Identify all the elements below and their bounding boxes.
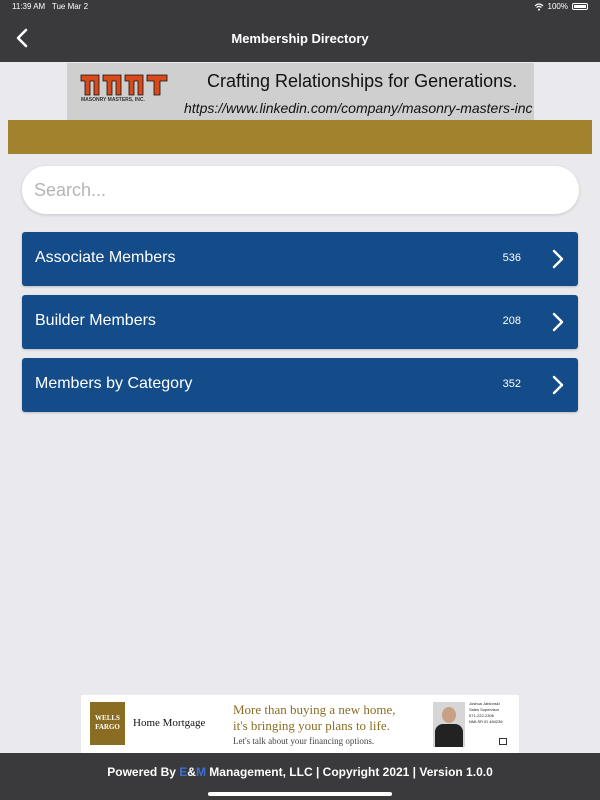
page-title: Membership Directory	[231, 31, 369, 46]
powered-by-text: Powered By E&M Management, LLC | Copyright 2021 | Version 1.0.0	[107, 765, 493, 779]
directory-item-associate-members[interactable]	[22, 232, 578, 286]
agent-photo	[433, 702, 465, 747]
status-bar	[0, 0, 600, 14]
directory-item-label: Members by Category	[35, 375, 193, 392]
ad-headline-line1: More than buying a new home,	[233, 702, 396, 717]
advertisement-banner[interactable]	[81, 695, 519, 753]
ad-subline: Let's talk about your financing options.	[233, 736, 375, 746]
chevron-right-icon	[548, 246, 568, 272]
status-date: Tue Mar 2	[51, 2, 89, 11]
banner-url[interactable]: https://www.linkedin.com/company/masonry-masters-inc	[184, 100, 533, 116]
chevron-right-icon	[548, 372, 568, 398]
directory-item-count: 352	[502, 378, 521, 390]
ad-headline-line2: it's bringing your plans to life.	[233, 718, 390, 733]
battery-icon	[572, 3, 588, 10]
banner-tagline: Crafting Relationships for Generations.	[207, 71, 518, 91]
accent-bar	[8, 120, 592, 154]
battery-percent: 100%	[547, 2, 568, 11]
directory-item-builder-members[interactable]	[22, 295, 578, 349]
nav-bar	[0, 14, 600, 62]
wifi-icon	[534, 3, 544, 11]
directory-item-label: Associate Members	[35, 249, 176, 266]
chevron-right-icon	[548, 309, 568, 335]
status-time: 11:39 AM Tue Mar 2	[12, 2, 89, 11]
directory-item-members-by-category[interactable]	[22, 358, 578, 412]
logo-caption: MASONRY MASTERS, INC.	[81, 97, 145, 103]
wells-fargo-logo: WELLS FARGO	[90, 702, 125, 745]
directory-item-label: Builder Members	[35, 312, 156, 329]
agent-info: Joshua Jablonski Sales Supervisor 571-222-2306 NMLSR ID 484236	[469, 701, 503, 724]
directory-item-count: 536	[502, 252, 521, 264]
sponsor-banner[interactable]	[67, 63, 534, 120]
directory-item-count: 208	[502, 315, 521, 327]
home-indicator[interactable]	[208, 792, 392, 796]
search-input[interactable]	[22, 166, 579, 214]
equal-housing-icon	[499, 738, 507, 745]
ad-product: Home Mortgage	[133, 717, 206, 729]
